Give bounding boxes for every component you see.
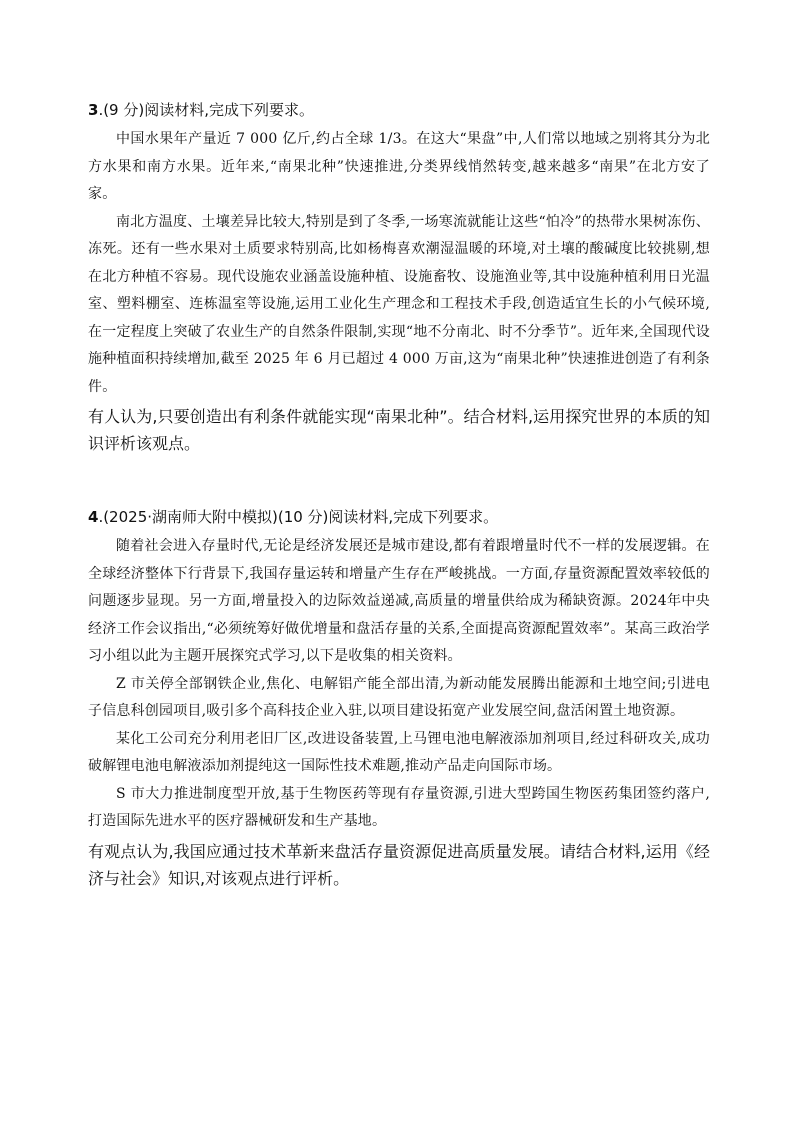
material-paragraph: 某化工公司充分利用老旧厂区,改进设备装置,上马锂电池电解液添加剂项目,经过科研攻关,成功破解锂电池电解液添加剂提纯这一国际性技术难题,推动产品走向国际市场。 [88, 730, 710, 774]
material-paragraph: 随着社会进入存量时代,无论是经济发展还是城市建设,都有着跟增量时代不一样的发展逻辑。在全球经济整体下行背景下,我国存量运转和增量产生存在严峻挑战。一方面,存量资源配置效率较低的问题逐步显现。另一方面,增量投入的边际效益递减,高质量的增量供给成为稀缺资源。2024年中央经济工作会议指出,“必须统筹好做优增量和盘活存量的关系,全面提高资源配置效率”。某高三政治学习小组以此为主题开展探究式学习,以下是收集的相关资料。 [88, 538, 710, 664]
question-number: 4 [88, 508, 99, 526]
question-requirement: 有人认为,只要创造出有利条件就能实现“南果北种”。结合材料,运用探究世界的本质的知识评析该观点。 [88, 407, 710, 453]
material-paragraph: Z 市关停全部钢铁企业,焦化、电解铝产能全部出清,为新动能发展腾出能源和土地空间;引进电子信息科创园项目,吸引多个高科技企业入驻,以项目建设拓宽产业发展空间,盘活闲置土地资源。 [88, 675, 710, 719]
question-3 [88, 100, 710, 457]
question-meta: .(9 分)阅读材料,完成下列要求。 [98, 101, 314, 119]
material-paragraph: 中国水果年产量近 7 000 亿斤,约占全球 1/3。在这大“果盘”中,人们常以地域之别将其分为北方水果和南方水果。近年来,“南果北种”快速推进,分类界线悄然转变,越来越多“南果”在北方安了家。 [88, 131, 710, 202]
material [88, 533, 710, 836]
question-3-header [88, 100, 710, 120]
question-number: 3 [88, 101, 99, 119]
material [88, 126, 710, 401]
question-4 [88, 507, 710, 892]
question-requirement: 有观点认为,我国应通过技术革新来盘活存量资源促进高质量发展。请结合材料,运用《经济与社会》知识,对该观点进行评析。 [88, 841, 710, 888]
question-4-header [88, 507, 710, 527]
question-meta: .(2025·湖南师大附中模拟)(10 分)阅读材料,完成下列要求。 [98, 508, 499, 526]
material-paragraph: 南北方温度、土壤差异比较大,特别是到了冬季,一场寒流就能让这些“怕冷”的热带水果树冻伤、冻死。还有一些水果对土质要求特别高,比如杨梅喜欢潮湿温暖的环境,对土壤的酸碱度比较挑剔,想在北方种植不容易。现代设施农业涵盖设施种植、设施畜牧、设施渔业等,其中设施种植利用日光温室、塑料棚室、连栋温室等设施,运用工业化生产理念和工程技术手段,创造适宜生长的小气候环境,在一定程度上突破了农业生产的自然条件限制,实现“地不分南北、时不分季节”。近年来,全国现代设施种植面积持续增加,截至 2025 年 6 月已超过 4 000 万亩,这为“南果北种”快速推进创造了有利条件。 [88, 213, 710, 395]
material-paragraph: S 市大力推进制度型开放,基于生物医药等现有存量资源,引进大型跨国生物医药集团签约落户,打造国际先进水平的医疗器械研发和生产基地。 [88, 785, 710, 829]
